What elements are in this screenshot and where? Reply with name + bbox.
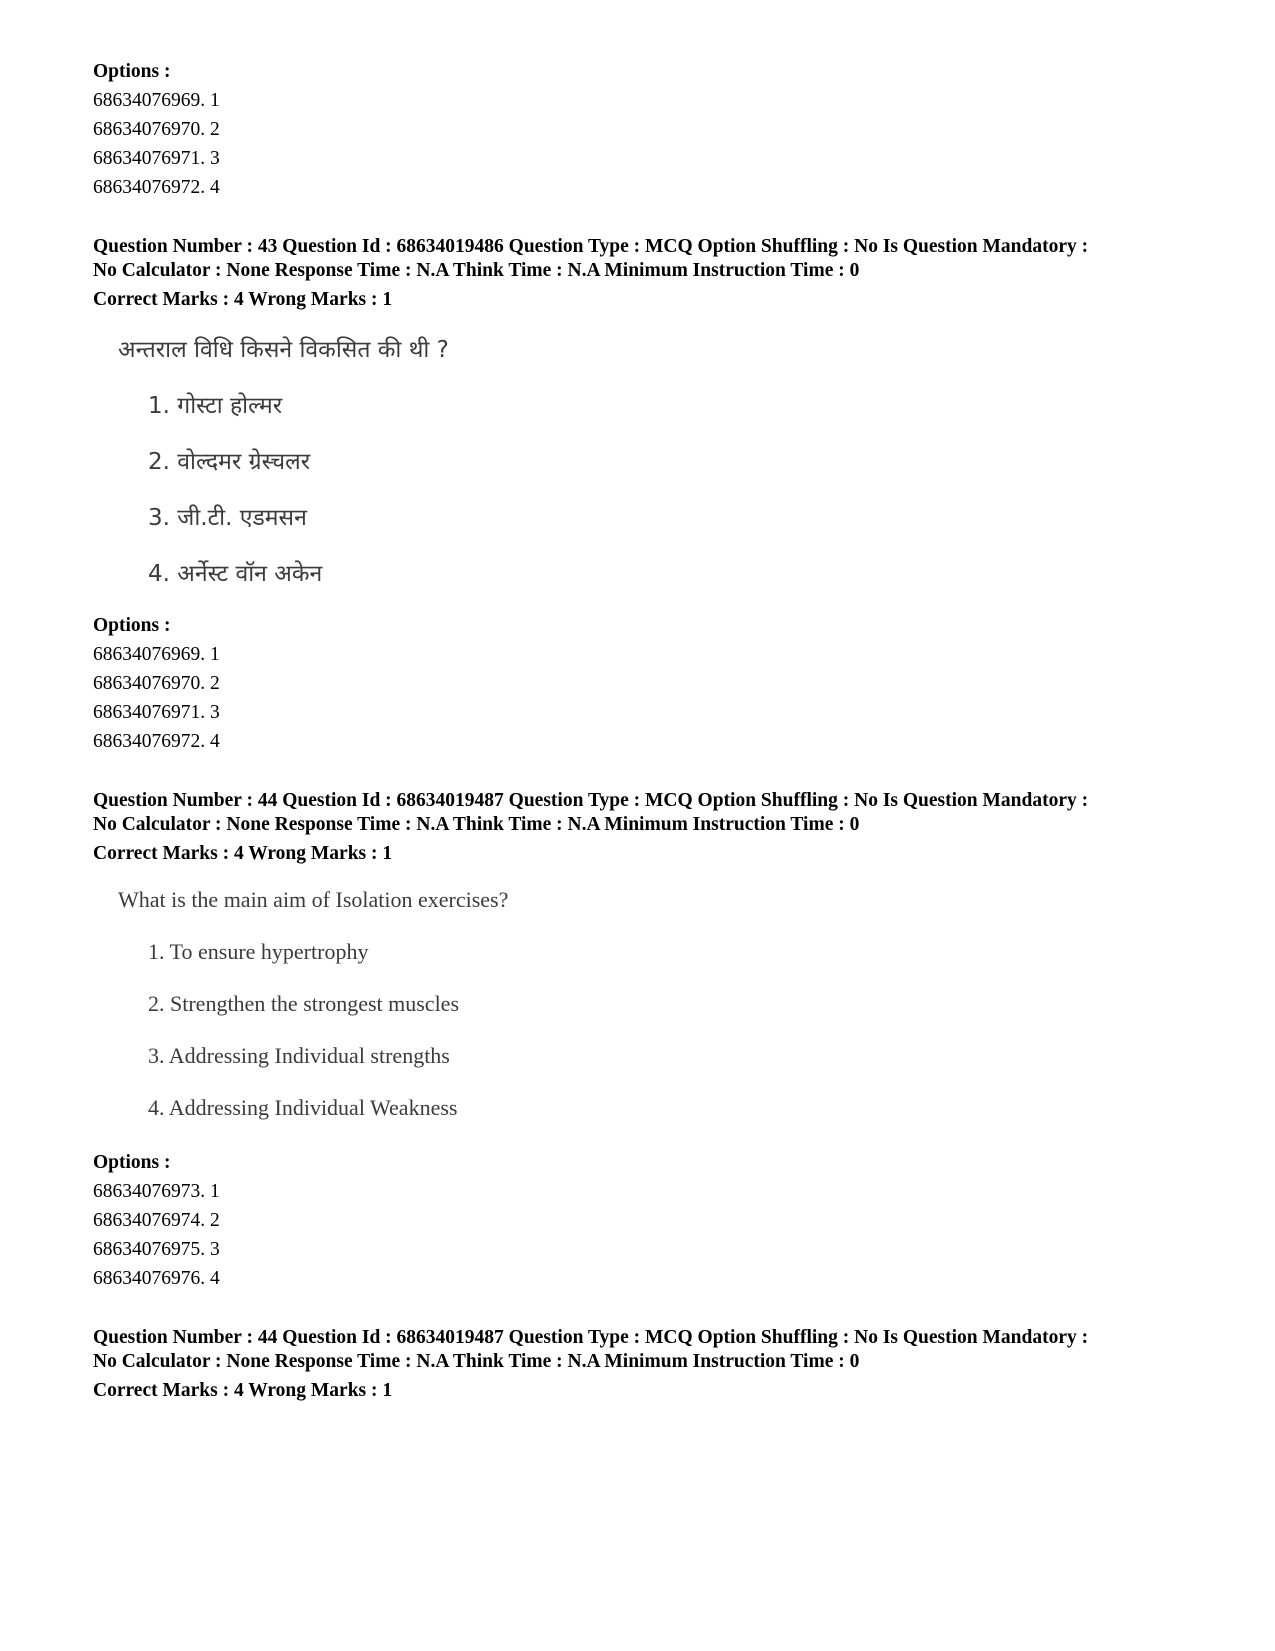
- choice-4: 4. Addressing Individual Weakness: [148, 1095, 458, 1120]
- option-line: 68634076973. 1: [93, 1181, 220, 1202]
- question-meta-line2: No Calculator : None Response Time : N.A Think Time : N.A Minimum Instruction Time : 0: [93, 1351, 860, 1372]
- choice-3: 3. Addressing Individual strengths: [148, 1043, 450, 1068]
- question-44-repeat-meta: [93, 1326, 1213, 1403]
- option-line: 68634076971. 3: [93, 148, 220, 169]
- options-block-43: [93, 611, 220, 756]
- choice-3: 3. जी.टी. एडमसन: [148, 505, 307, 531]
- choice-2: 2. Strengthen the strongest muscles: [148, 991, 460, 1016]
- question-marks: Correct Marks : 4 Wrong Marks : 1: [93, 843, 393, 864]
- question-meta-line1: Question Number : 44 Question Id : 68634019487 Question Type : MCQ Option Shuffling : No Is Question Mandatory :: [93, 790, 1089, 811]
- options-block-top: [93, 57, 220, 202]
- question-meta-line1: Question Number : 44 Question Id : 68634019487 Question Type : MCQ Option Shuffling : No Is Question Mandatory :: [93, 1327, 1089, 1348]
- question-text: अन्तराल विधि किसने विकसित की थी ?: [118, 337, 449, 363]
- option-line: 68634076969. 1: [93, 644, 220, 665]
- choice-2: 2. वोल्दमर ग्रेस्चलर: [148, 449, 311, 475]
- question-marks: Correct Marks : 4 Wrong Marks : 1: [93, 1380, 393, 1401]
- option-line: 68634076970. 2: [93, 119, 220, 140]
- option-line: 68634076972. 4: [93, 177, 220, 198]
- question-43-meta: [93, 235, 1213, 312]
- choice-1: 1. गोस्टा होल्मर: [148, 393, 283, 419]
- question-meta-line2: No Calculator : None Response Time : N.A Think Time : N.A Minimum Instruction Time : 0: [93, 814, 860, 835]
- options-label: Options :: [93, 1152, 171, 1173]
- choice-4: 4. अर्नेस्ट वॉन अकेन: [148, 561, 323, 587]
- option-line: 68634076976. 4: [93, 1268, 220, 1289]
- option-line: 68634076969. 1: [93, 90, 220, 111]
- options-block-44: [93, 1148, 220, 1293]
- question-44-content: [118, 886, 718, 1146]
- option-line: 68634076975. 3: [93, 1239, 220, 1260]
- options-label: Options :: [93, 61, 171, 82]
- question-43-content: [118, 336, 718, 606]
- option-line: 68634076970. 2: [93, 673, 220, 694]
- option-line: 68634076971. 3: [93, 702, 220, 723]
- question-meta-line1: Question Number : 43 Question Id : 68634019486 Question Type : MCQ Option Shuffling : No Is Question Mandatory :: [93, 236, 1089, 257]
- question-text: What is the main aim of Isolation exercises?: [118, 887, 509, 912]
- option-line: 68634076974. 2: [93, 1210, 220, 1231]
- choice-1: 1. To ensure hypertrophy: [148, 939, 369, 964]
- question-44-meta: [93, 789, 1213, 866]
- option-line: 68634076972. 4: [93, 731, 220, 752]
- options-label: Options :: [93, 615, 171, 636]
- question-marks: Correct Marks : 4 Wrong Marks : 1: [93, 289, 393, 310]
- question-meta-line2: No Calculator : None Response Time : N.A Think Time : N.A Minimum Instruction Time : 0: [93, 260, 860, 281]
